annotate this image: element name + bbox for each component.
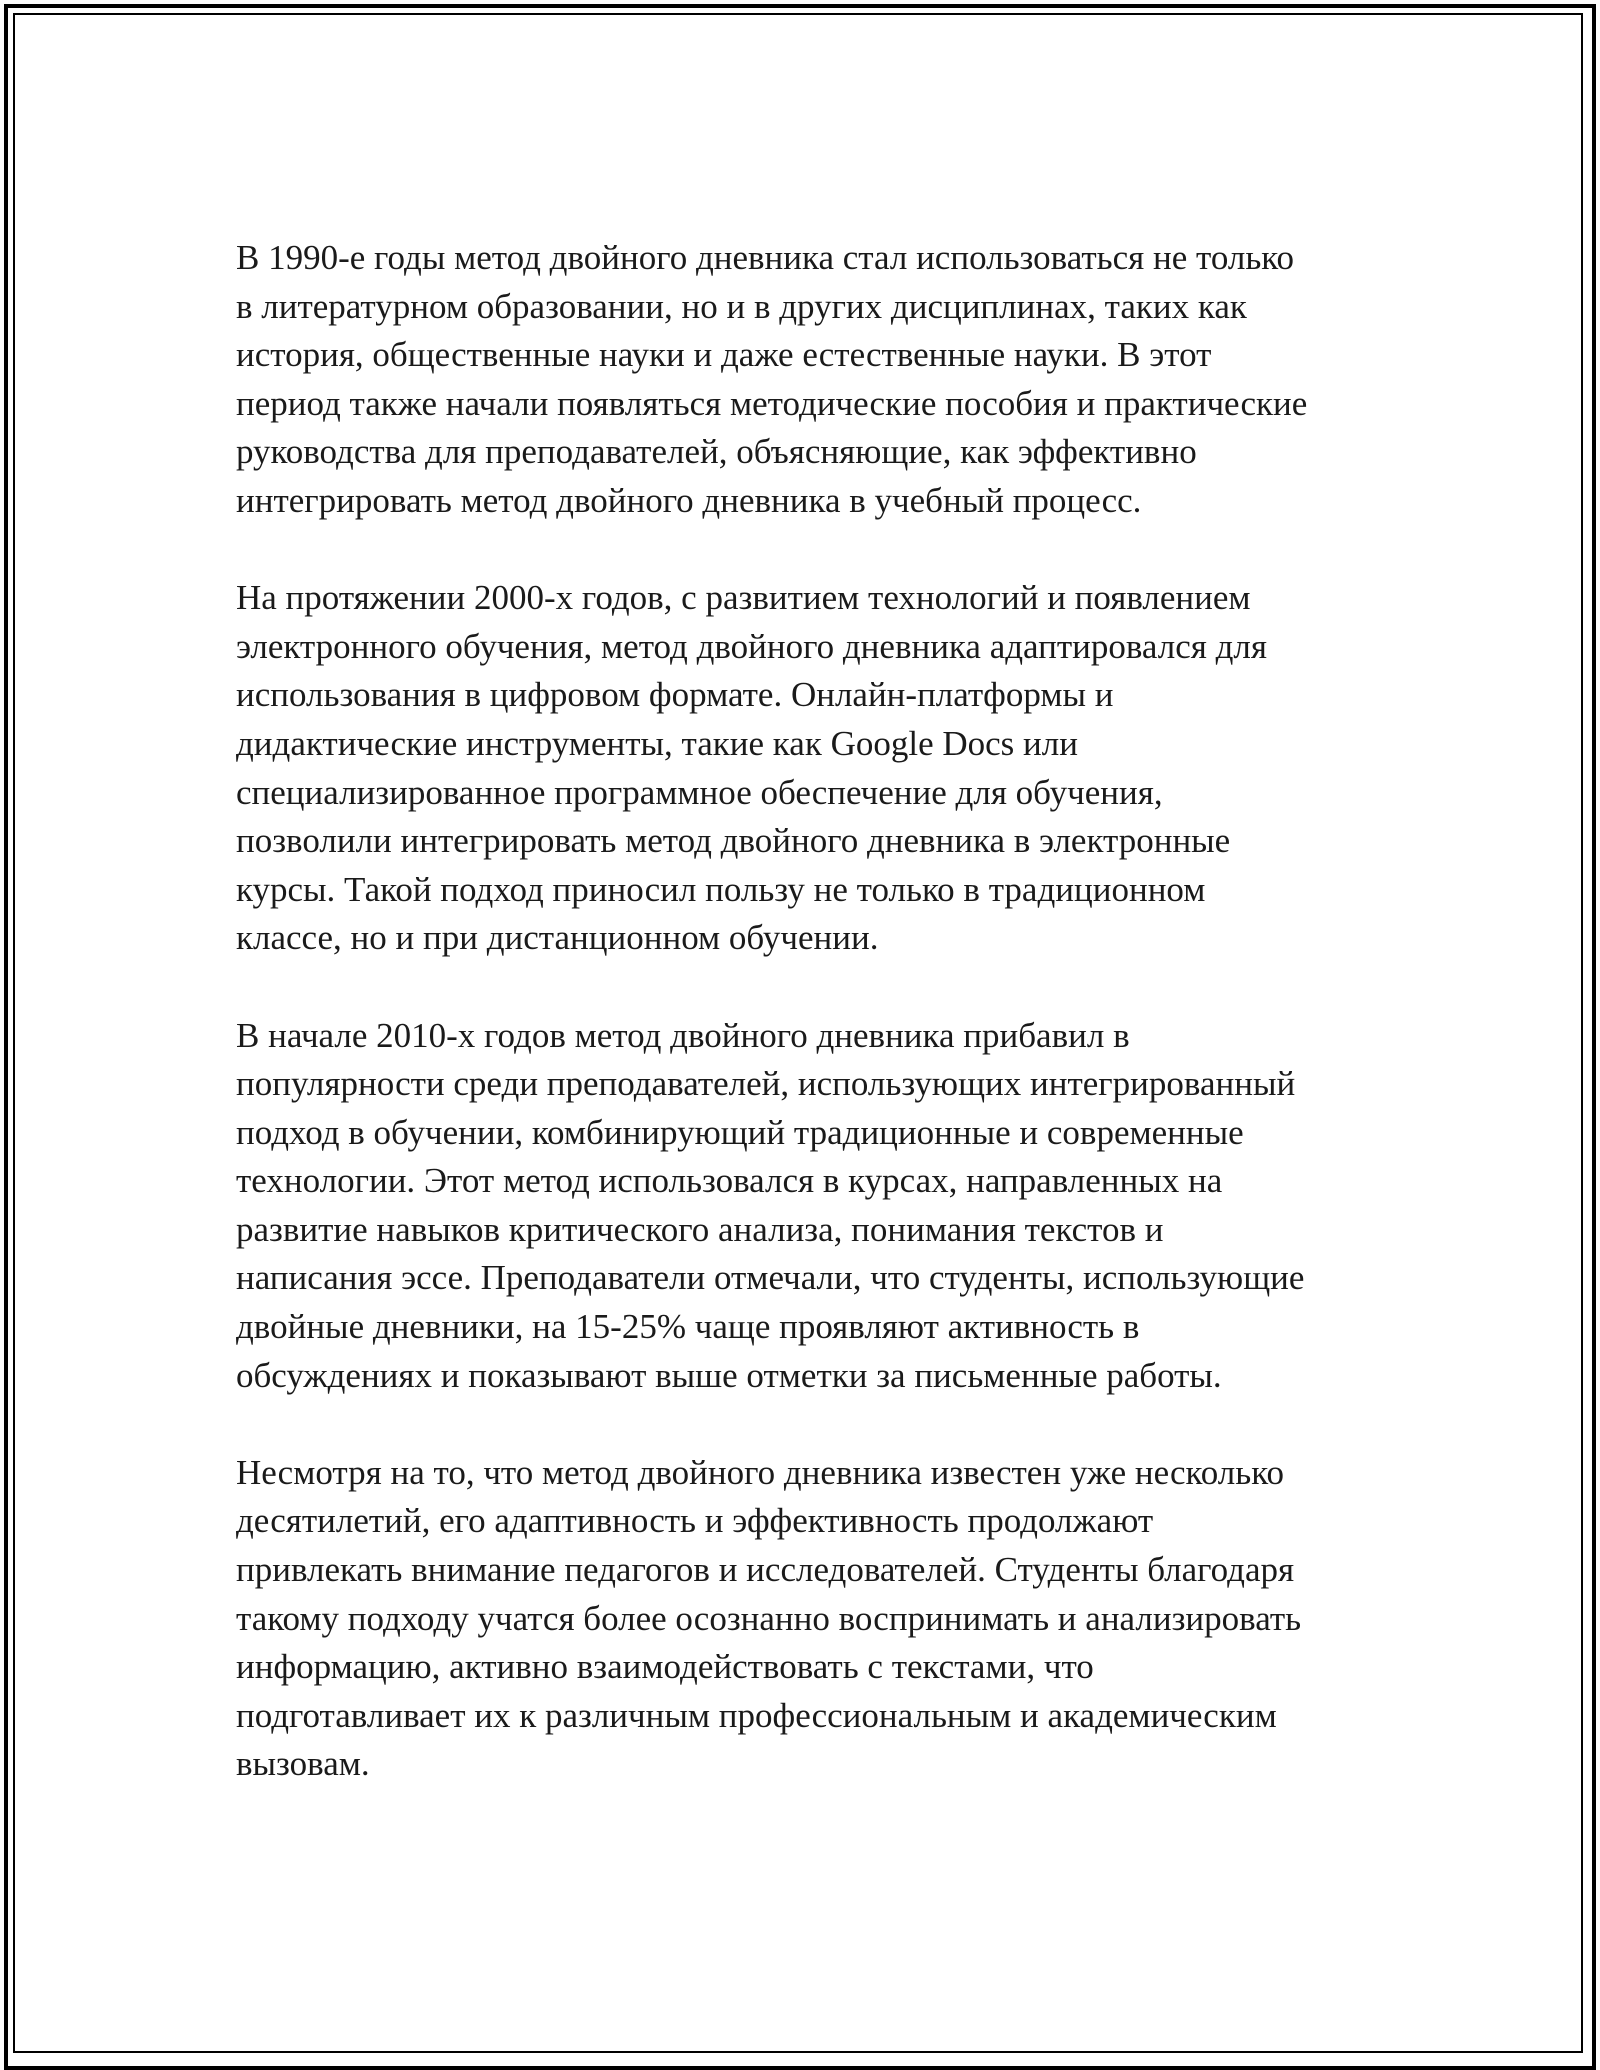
text-line: интегрировать метод двойного дневника в учебный процесс. bbox=[236, 480, 1142, 520]
text-line: использования в цифровом формате. Онлайн-платформы и bbox=[236, 675, 1114, 715]
text-line: В 1990-е годы метод двойного дневника стал использоваться не только bbox=[236, 238, 1295, 277]
text-line: классе, но и при дистанционном обучении. bbox=[236, 918, 879, 958]
text-line: позволили интегрировать метод двойного дневника в электронные bbox=[236, 821, 1231, 861]
text-line: дидактические инструменты, такие как Google Docs или bbox=[236, 723, 1078, 763]
text-line: десятилетий, его адаптивность и эффективность продолжают bbox=[236, 1501, 1154, 1541]
text-line: в литературном образовании, но и в других дисциплинах, таких как bbox=[236, 286, 1247, 326]
text-line: технологии. Этот метод использовался в курсах, направленных на bbox=[236, 1161, 1223, 1201]
text-line: курсы. Такой подход приносил пользу не только в традиционном bbox=[236, 869, 1206, 909]
text-line: история, общественные науки и даже естественные науки. В этот bbox=[236, 335, 1212, 375]
text-line: руководства для преподавателей, объясняющие, как эффективно bbox=[236, 432, 1197, 472]
paragraph-2010s bbox=[236, 1012, 1376, 1401]
paragraph-conclusion bbox=[236, 1449, 1376, 1789]
paragraph-1990s bbox=[236, 234, 1376, 526]
text-line: привлекать внимание педагогов и исследователей. Студенты благодаря bbox=[236, 1550, 1295, 1590]
text-line: популярности среди преподавателей, использующих интегрированный bbox=[236, 1064, 1296, 1104]
text-line: период также начали появляться методические пособия и практические bbox=[236, 383, 1308, 423]
text-line: подход в обучении, комбинирующий традиционные и современные bbox=[236, 1112, 1244, 1152]
text-line: развитие навыков критического анализа, понимания текстов и bbox=[236, 1209, 1164, 1249]
text-line: специализированное программное обеспечение для обучения, bbox=[236, 772, 1163, 812]
text-line: такому подходу учатся более осознанно воспринимать и анализировать bbox=[236, 1598, 1302, 1638]
text-line: На протяжении 2000-х годов, с развитием технологий и появлением bbox=[236, 578, 1251, 618]
text-line: В начале 2010-х годов метод двойного дневника прибавил в bbox=[236, 1015, 1130, 1055]
document-body bbox=[236, 234, 1376, 1838]
text-line: электронного обучения, метод двойного дневника адаптировался для bbox=[236, 626, 1267, 666]
text-line: вызовам. bbox=[236, 1744, 370, 1784]
text-line: написания эссе. Преподаватели отмечали, что студенты, использующие bbox=[236, 1258, 1305, 1298]
text-line: подготавливает их к различным профессиональным и академическим bbox=[236, 1695, 1277, 1735]
text-line: обсуждениях и показывают выше отметки за письменные работы. bbox=[236, 1355, 1222, 1395]
paragraph-2000s bbox=[236, 574, 1376, 963]
text-line: Несмотря на то, что метод двойного дневника известен уже несколько bbox=[236, 1452, 1284, 1492]
text-line: информацию, активно взаимодействовать с текстами, что bbox=[236, 1647, 1094, 1687]
text-line: двойные дневники, на 15-25% чаще проявляют активность в bbox=[236, 1307, 1140, 1347]
